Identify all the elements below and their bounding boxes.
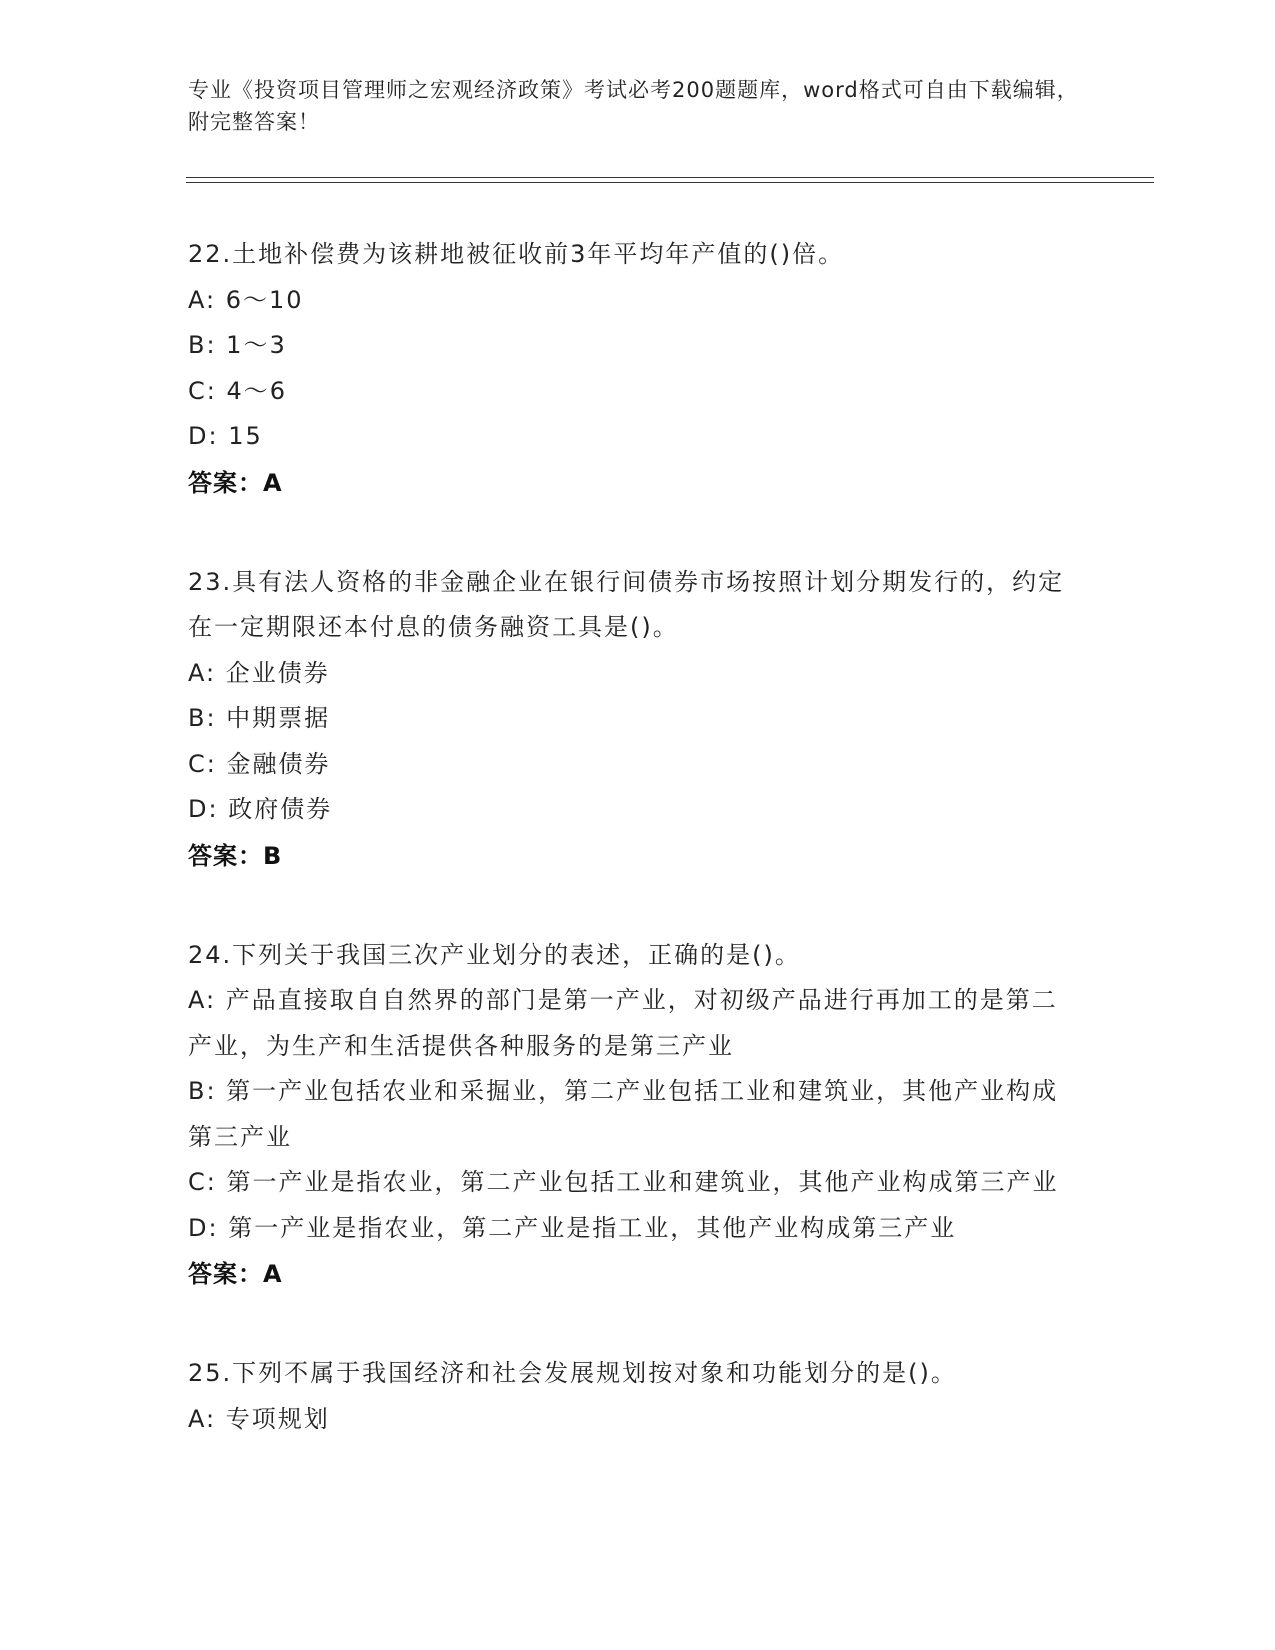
question-24 <box>188 933 1068 1298</box>
header-divider <box>186 177 1154 183</box>
option-b: B: 中期票据 <box>188 704 331 732</box>
option-a: A: 专项规划 <box>188 1404 330 1433</box>
question-25 <box>188 1351 1068 1442</box>
question-stem: 23.具有法人资格的非金融企业在银行间债券市场按照计划分期发行的，约定在一定期限还本付息的债务融资工具是()。 <box>188 567 1065 641</box>
option-a: A: 企业债券 <box>188 658 330 687</box>
question-23 <box>188 560 1068 879</box>
document-header <box>188 74 1088 138</box>
question-stem: 24.下列关于我国三次产业划分的表述，正确的是()。 <box>188 940 801 969</box>
answer: 答案：A <box>188 468 283 497</box>
option-a: A: 产品直接取自自然界的部门是第一产业，对初级产品进行再加工的是第二产业，为生产和生活提供各种服务的是第三产业 <box>188 986 1058 1060</box>
option-a: A: 6～10 <box>188 285 304 314</box>
header-text: 专业《投资项目管理师之宏观经济政策》考试必考200题题库，word格式可自由下载编辑，附完整答案！ <box>188 78 1079 134</box>
option-c: C: 金融债券 <box>188 749 331 778</box>
option-c: C: 4～6 <box>188 376 288 405</box>
question-22 <box>188 232 1068 506</box>
question-stem: 22.土地补偿费为该耕地被征收前3年平均年产值的()倍。 <box>188 240 845 268</box>
answer: 答案：A <box>188 1260 283 1288</box>
option-c: C: 第一产业是指农业，第二产业包括工业和建筑业，其他产业构成第三产业 <box>188 1168 1059 1196</box>
question-list <box>188 232 1068 1496</box>
option-b: B: 1～3 <box>188 331 287 359</box>
option-b: B: 第一产业包括农业和采掘业，第二产业包括工业和建筑业，其他产业构成第三产业 <box>188 1077 1059 1151</box>
option-d: D: 第一产业是指农业，第二产业是指工业，其他产业构成第三产业 <box>188 1213 957 1242</box>
answer: 答案：B <box>188 841 283 870</box>
option-d: D: 15 <box>188 422 263 450</box>
question-stem: 25.下列不属于我国经济和社会发展规划按对象和功能划分的是()。 <box>188 1359 957 1387</box>
option-d: D: 政府债券 <box>188 795 333 823</box>
